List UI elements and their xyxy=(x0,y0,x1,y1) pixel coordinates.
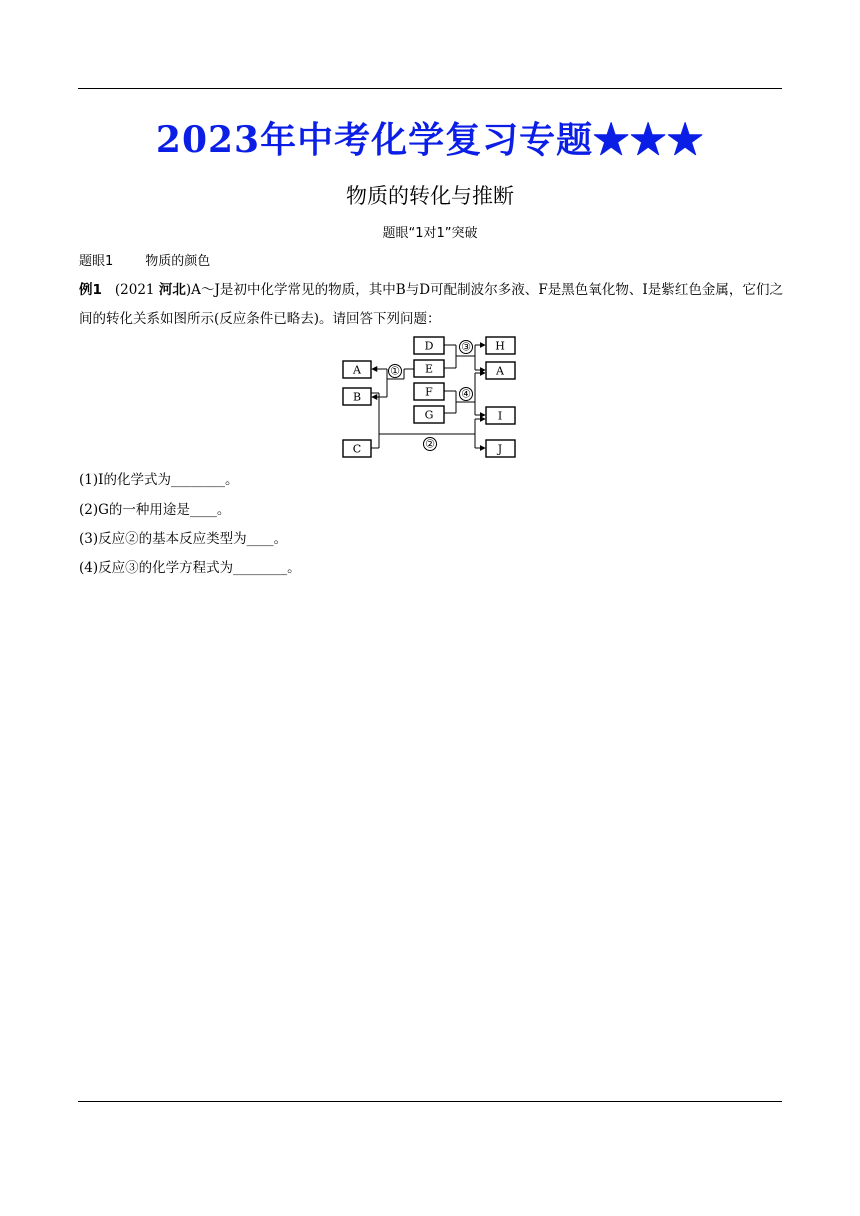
topic-subtitle: 物质的转化与推断 xyxy=(346,184,514,208)
reaction-3-label: ③ xyxy=(461,340,471,354)
example-label: 例1 xyxy=(79,282,102,298)
box-a-right-label: A xyxy=(496,364,504,378)
key-point-heading xyxy=(79,250,210,269)
box-i-label: I xyxy=(497,409,503,423)
reaction-2-label: ② xyxy=(425,437,435,451)
box-c-label: C xyxy=(352,442,362,456)
box-a-left-label: A xyxy=(353,363,361,377)
question-4: (4)反应③的化学方程式为________。 xyxy=(79,560,301,576)
box-h-label: H xyxy=(495,339,505,353)
box-j-label: J xyxy=(497,442,503,456)
header-rule xyxy=(78,88,782,89)
box-g-label: G xyxy=(424,408,434,422)
question-3: (3)反应②的基本反应类型为____。 xyxy=(79,531,288,547)
example-source-region: 河北 xyxy=(158,282,186,298)
question-2: (2)G的一种用途是____。 xyxy=(79,502,231,518)
example-source: (2021 河北 xyxy=(114,282,186,298)
reaction-1-label: ① xyxy=(390,364,400,378)
key-point-label: 题眼1 xyxy=(79,254,114,269)
key-point-title: 物质的颜色 xyxy=(145,254,211,269)
page-title: 2023年中考化学复习专题★★★ xyxy=(155,119,705,161)
question-1: (1)I的化学式为________。 xyxy=(79,472,239,488)
box-b-label: B xyxy=(352,390,362,404)
reaction-4-label: ④ xyxy=(461,387,471,401)
footer-rule xyxy=(78,1101,782,1102)
example-question xyxy=(79,276,783,334)
conversion-diagram xyxy=(335,333,525,463)
box-f-label: F xyxy=(425,385,433,399)
section-heading: 题眼“1对1”突破 xyxy=(382,226,478,241)
example-text: )A～J是初中化学常见的物质，其中B与D可配制波尔多液、F是黑色氧化物、I是紫红色金属，它们之间的转化关系如图所示(反应条件已略去)。请回答下列问题： xyxy=(79,282,784,327)
box-e-label: E xyxy=(424,362,434,376)
box-d-label: D xyxy=(424,339,434,353)
